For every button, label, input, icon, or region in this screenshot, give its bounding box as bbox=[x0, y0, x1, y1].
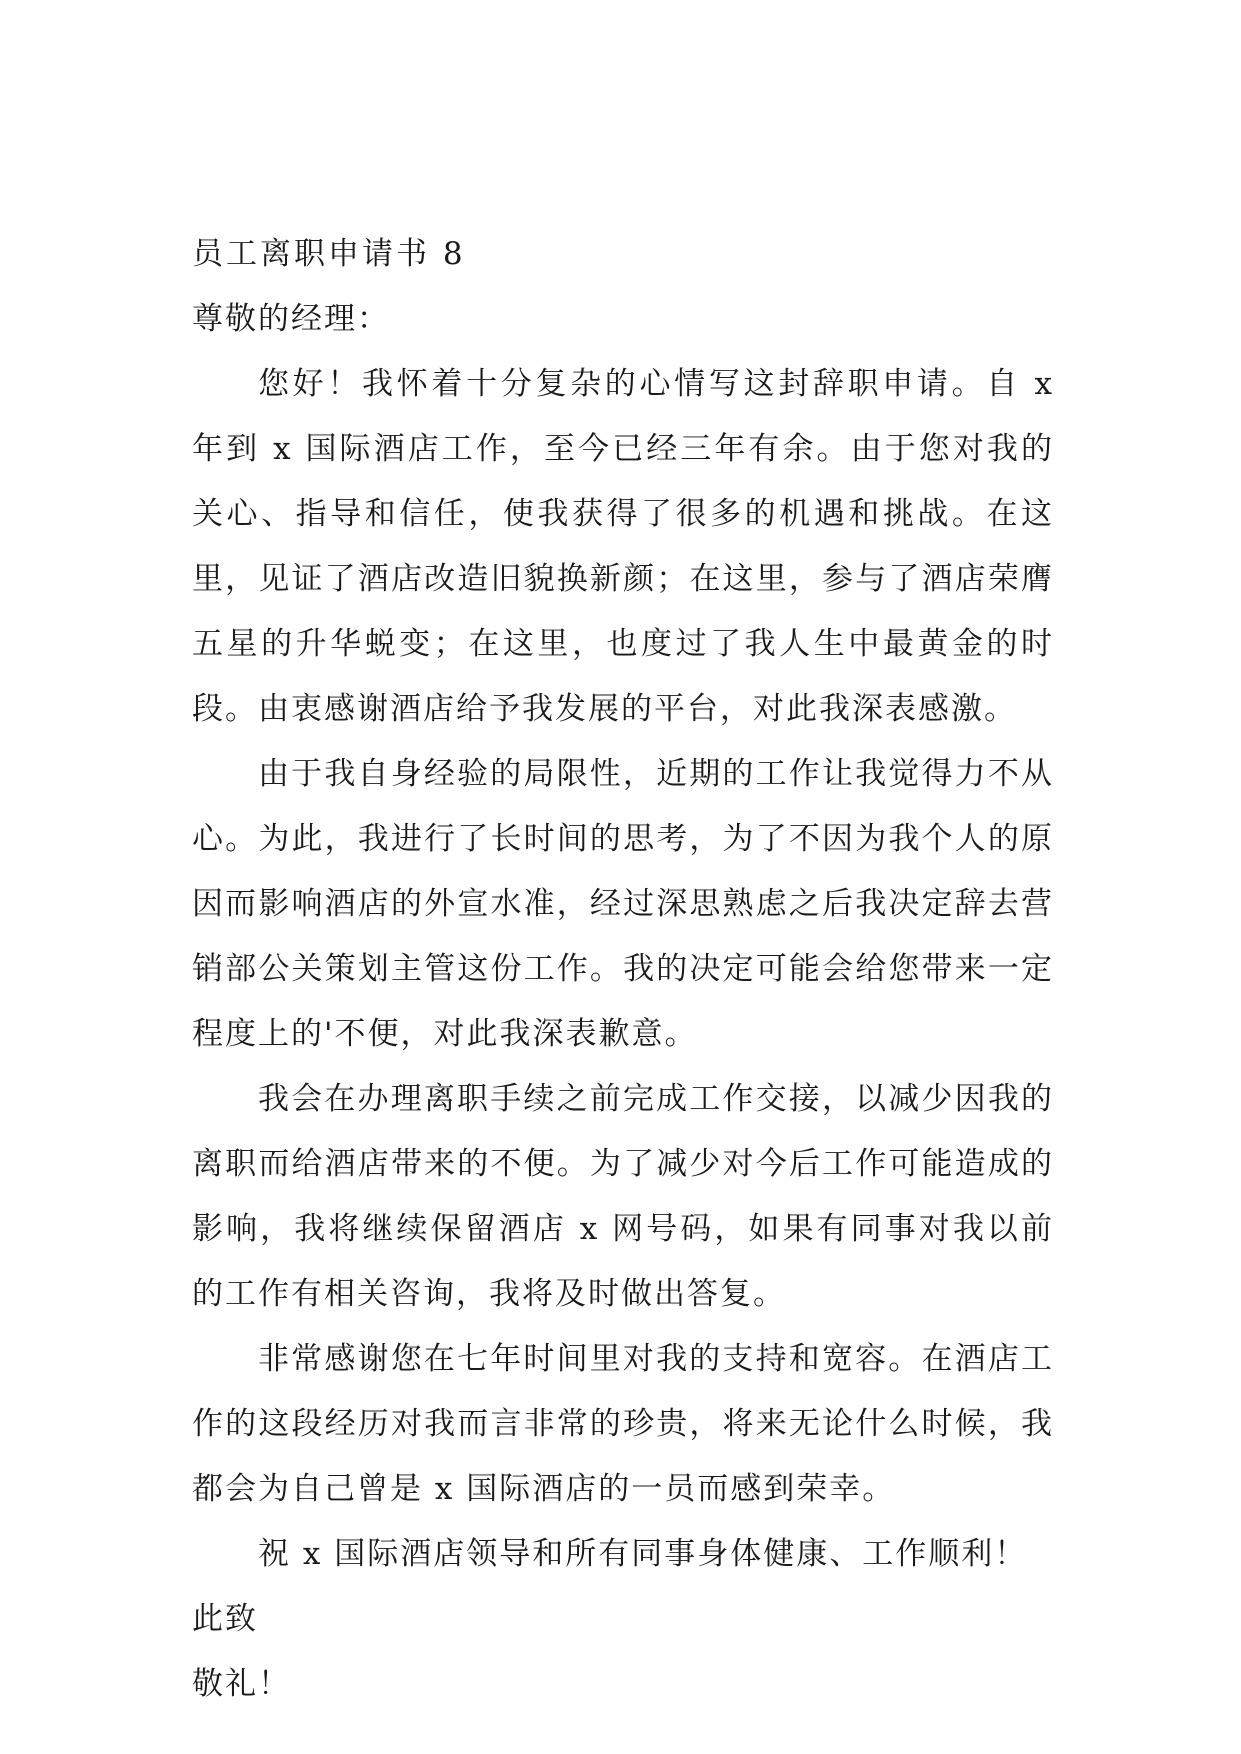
document-body bbox=[192, 222, 1054, 1717]
paragraph-1: 您好！我怀着十分复杂的心情写这封辞职申请。自 x 年到 x 国际酒店工作，至今已经三年有余。由于您对我的关心、指导和信任，使我获得了很多的机遇和挑战。在这里，见证了酒店改造旧貌换新颜；在这里，参与了酒店荣膺五星的升华蜕变；在这里，也度过了我人生中最黄金的时段。由衷感谢酒店给予我发展的平台，对此我深表感激。 bbox=[192, 366, 1054, 727]
paragraph-4: 非常感谢您在七年时间里对我的支持和宽容。在酒店工作的这段经历对我而言非常的珍贵，将来无论什么时候，我都会为自己曾是 x 国际酒店的一员而感到荣幸。 bbox=[192, 1341, 1054, 1507]
document-title: 员工离职申请书 8 bbox=[192, 236, 466, 272]
salutation: 尊敬的经理： bbox=[192, 301, 390, 337]
paragraph-5: 祝 x 国际酒店领导和所有同事身体健康、工作顺利！ bbox=[258, 1536, 1028, 1572]
closing-regards: 此致 bbox=[192, 1601, 258, 1637]
paragraph-2: 由于我自身经验的局限性，近期的工作让我觉得力不从心。为此，我进行了长时间的思考，为了不因为我个人的原因而影响酒店的外宣水准，经过深思熟虑之后我决定辞去营销部公关策划主管这份工作。我的决定可能会给您带来一定程度上的'不便，对此我深表歉意。 bbox=[192, 756, 1054, 1052]
paragraph-3: 我会在办理离职手续之前完成工作交接，以减少因我的离职而给酒店带来的不便。为了减少对今后工作可能造成的影响，我将继续保留酒店 x 网号码，如果有同事对我以前的工作有相关咨询，我将及时做出答复。 bbox=[192, 1081, 1054, 1312]
closing-salute: 敬礼！ bbox=[192, 1666, 291, 1702]
